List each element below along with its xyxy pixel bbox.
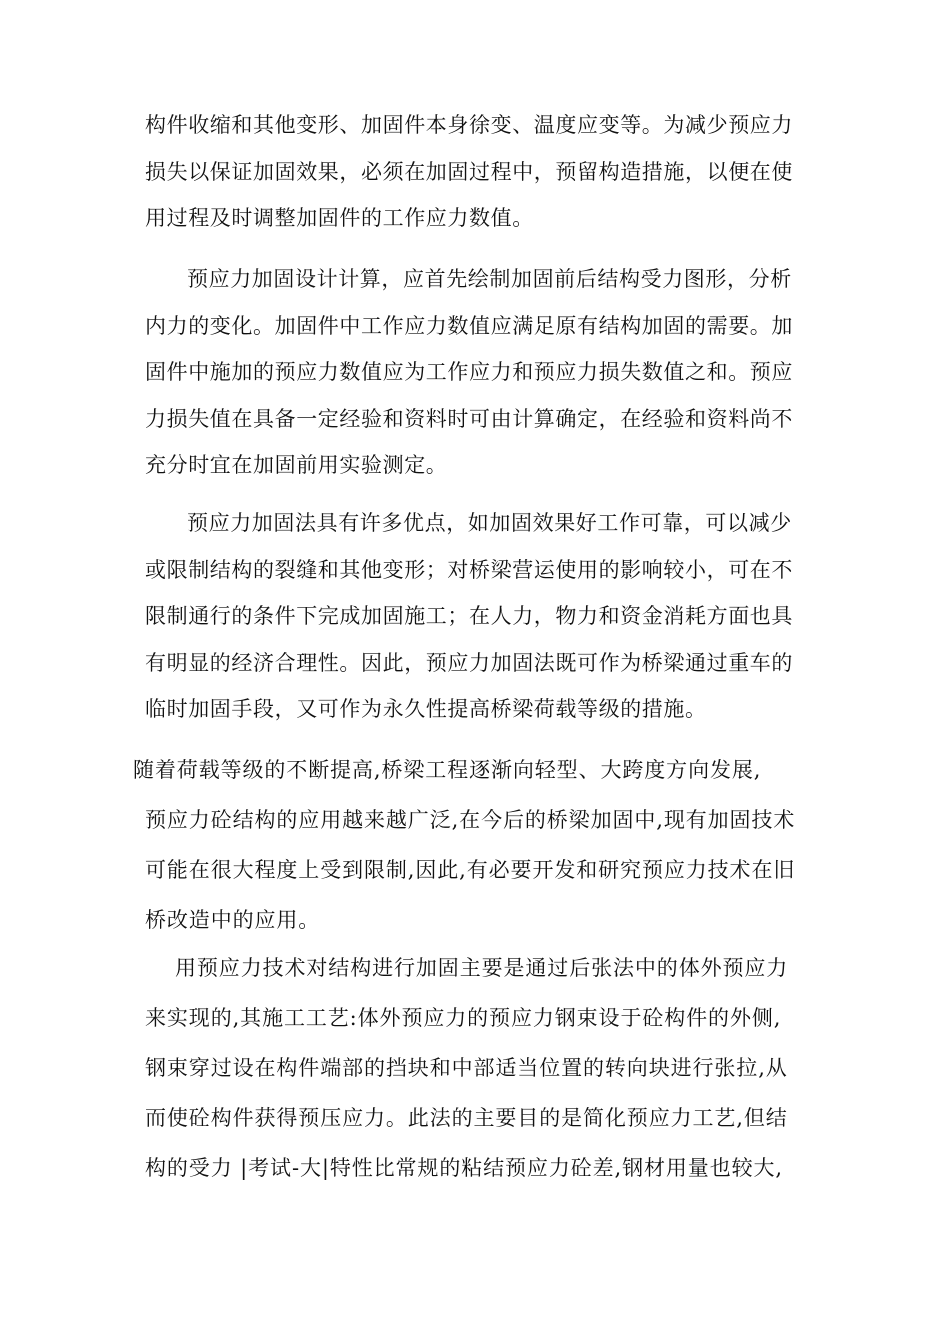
paragraph-5 (145, 943, 825, 1193)
paragraph-line: 用预应力技术对结构进行加固主要是通过后张法中的体外预应力 (175, 956, 789, 980)
paragraph-line: 充分时宜在加固前用实验测定。 (145, 453, 448, 477)
paragraph-line: 用过程及时调整加固件的工作应力数值。 (145, 206, 534, 230)
paragraph-line: 构件收缩和其他变形、加固件本身徐变、温度应变等。为减少预应力 (145, 113, 793, 137)
paragraph-line: 可能在很大程度上受到限制,因此,有必要开发和研究预应力技术在旧 (145, 858, 796, 882)
paragraph-line: 构的受力 |考试-大|特性比常规的粘结预应力砼差,钢材用量也较大, (145, 1156, 783, 1180)
paragraph-line: 预应力砼结构的应用越来越广泛,在今后的桥梁加固中,现有加固技术 (145, 808, 796, 832)
paragraph-2 (145, 256, 825, 489)
paragraph-line: 固件中施加的预应力数值应为工作应力和预应力损失数值之和。预应 (145, 360, 793, 384)
paragraph-line: 钢束穿过设在构件端部的挡块和中部适当位置的转向块进行张拉,从 (145, 1056, 788, 1080)
paragraph-line: 而使砼构件获得预压应力。此法的主要目的是简化预应力工艺,但结 (145, 1106, 788, 1130)
paragraph-line: 或限制结构的裂缝和其他变形；对桥梁营运使用的影响较小，可在不 (145, 557, 793, 582)
paragraph-4 (133, 745, 825, 945)
paragraph-line: 来实现的,其施工工艺:体外预应力的预应力钢束设于砼构件的外侧, (145, 1006, 782, 1030)
paragraph-line: 预应力加固设计计算，应首先绘制加固前后结构受力图形，分析 (187, 267, 792, 291)
paragraph-3 (145, 500, 825, 733)
paragraph-1 (145, 102, 825, 242)
paragraph-line: 随着荷载等级的不断提高,桥梁工程逐渐向轻型、大跨度方向发展, (133, 758, 762, 782)
paragraph-line: 力损失值在具备一定经验和资料时可由计算确定，在经验和资料尚不 (145, 406, 793, 431)
paragraph-line: 内力的变化。加固件中工作应力数值应满足原有结构加固的需要。加 (145, 313, 793, 338)
paragraph-line: 限制通行的条件下完成加固施工；在人力，物力和资金消耗方面也具 (145, 604, 793, 628)
paragraph-line: 桥改造中的应用。 (145, 908, 321, 932)
paragraph-line: 损失以保证加固效果，必须在加固过程中，预留构造措施，以便在使 (145, 159, 793, 184)
paragraph-line: 预应力加固法具有许多优点，如加固效果好工作可靠，可以减少 (187, 511, 792, 535)
paragraph-line: 临时加固手段，又可作为永久性提高桥梁荷载等级的措施。 (145, 697, 707, 721)
paragraph-line: 有明显的经济合理性。因此，预应力加固法既可作为桥梁通过重车的 (145, 650, 793, 675)
